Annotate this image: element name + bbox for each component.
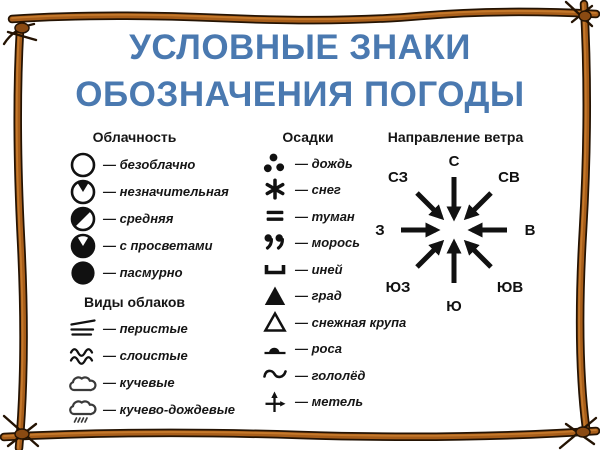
legend-label: — туман <box>295 208 355 224</box>
legend-label: — морось <box>295 235 360 251</box>
wind-arrow-se <box>467 243 491 267</box>
cumulonimbus-cloud-icon <box>68 396 98 424</box>
cloudiness-legend <box>68 151 229 286</box>
wind-arrow-ne <box>467 193 491 217</box>
legend-item-glaze <box>260 362 406 389</box>
legend-label: — снег <box>295 182 341 198</box>
clear-circle-icon <box>68 151 98 179</box>
overcast-icon <box>68 259 98 287</box>
cloud-types-header: Виды облаков <box>84 294 185 310</box>
poster-title <box>0 24 600 118</box>
poster-title-line1: УСЛОВНЫЕ ЗНАКИ <box>129 28 471 67</box>
dew-dome-icon <box>260 335 290 363</box>
snow-asterisk-icon <box>260 176 290 204</box>
legend-label: — перистые <box>103 321 188 336</box>
compass-label-sw: ЮЗ <box>385 279 411 296</box>
legend-item-blizzard <box>260 389 406 416</box>
frost-bracket-icon <box>260 255 290 283</box>
compass-label-s: Ю <box>446 298 462 315</box>
legend-label: — кучево-дождевые <box>103 402 236 417</box>
legend-label: — снежная крупа <box>295 314 407 330</box>
legend-label: — град <box>295 288 342 304</box>
legend-label: — с просветами <box>103 238 213 253</box>
wind-compass <box>370 145 540 317</box>
cloud-types-legend <box>68 315 235 423</box>
snow-pellets-triangle-icon <box>260 308 290 336</box>
precipitation-header: Осадки <box>282 129 334 145</box>
compass-label-nw: СЗ <box>387 169 409 186</box>
legend-label: — гололёд <box>295 367 366 383</box>
wind-arrow-sw <box>417 243 441 267</box>
stratus-waves-icon <box>68 342 98 370</box>
wind-arrow-nw <box>417 193 441 217</box>
hail-filled-triangle-icon <box>260 282 290 310</box>
legend-item-medium <box>68 205 229 232</box>
medium-cloudiness-icon <box>68 205 98 233</box>
legend-item-cumulonimbus <box>68 396 235 423</box>
legend-item-overcast <box>68 259 229 286</box>
legend-label: — пасмурно <box>103 265 183 280</box>
legend-item-gaps <box>68 232 229 259</box>
legend-item-cirrus <box>68 315 235 342</box>
legend-label: — безоблачно <box>103 157 196 172</box>
rain-dots-icon <box>260 149 290 177</box>
legend-label: — средняя <box>103 211 174 226</box>
minor-cloudiness-icon <box>68 178 98 206</box>
legend-label: — слоистые <box>103 348 188 363</box>
legend-label: — роса <box>295 341 342 357</box>
blizzard-cross-icon <box>260 388 290 416</box>
legend-label: — дождь <box>295 155 353 171</box>
legend-label: — кучевые <box>103 375 175 390</box>
legend-label: — иней <box>295 261 343 277</box>
drizzle-commas-icon <box>260 229 290 257</box>
compass-label-n: С <box>448 153 460 170</box>
legend-label: — метель <box>295 394 364 410</box>
wind-direction-header: Направление ветра <box>387 129 524 145</box>
compass-label-w: З <box>375 222 385 239</box>
cloudiness-header: Облачность <box>92 129 177 145</box>
compass-label-ne: СВ <box>498 169 520 186</box>
legend-label: — незначительная <box>103 184 229 199</box>
compass-label-e: В <box>524 222 536 239</box>
legend-item-cumulus <box>68 369 235 396</box>
legend-item-minor <box>68 178 229 205</box>
fog-lines-icon <box>260 202 290 230</box>
cloudy-with-gaps-icon <box>68 232 98 260</box>
legend-item-dew <box>260 336 406 363</box>
poster-title-line2: ОБОЗНАЧЕНИЯ ПОГОДЫ <box>75 75 525 114</box>
legend-item-clear <box>68 151 229 178</box>
legend-item-stratus <box>68 342 235 369</box>
glaze-curve-icon <box>260 361 290 389</box>
cirrus-lines-icon <box>68 315 98 343</box>
cumulus-cloud-icon <box>68 369 98 397</box>
compass-label-se: ЮВ <box>496 279 524 296</box>
